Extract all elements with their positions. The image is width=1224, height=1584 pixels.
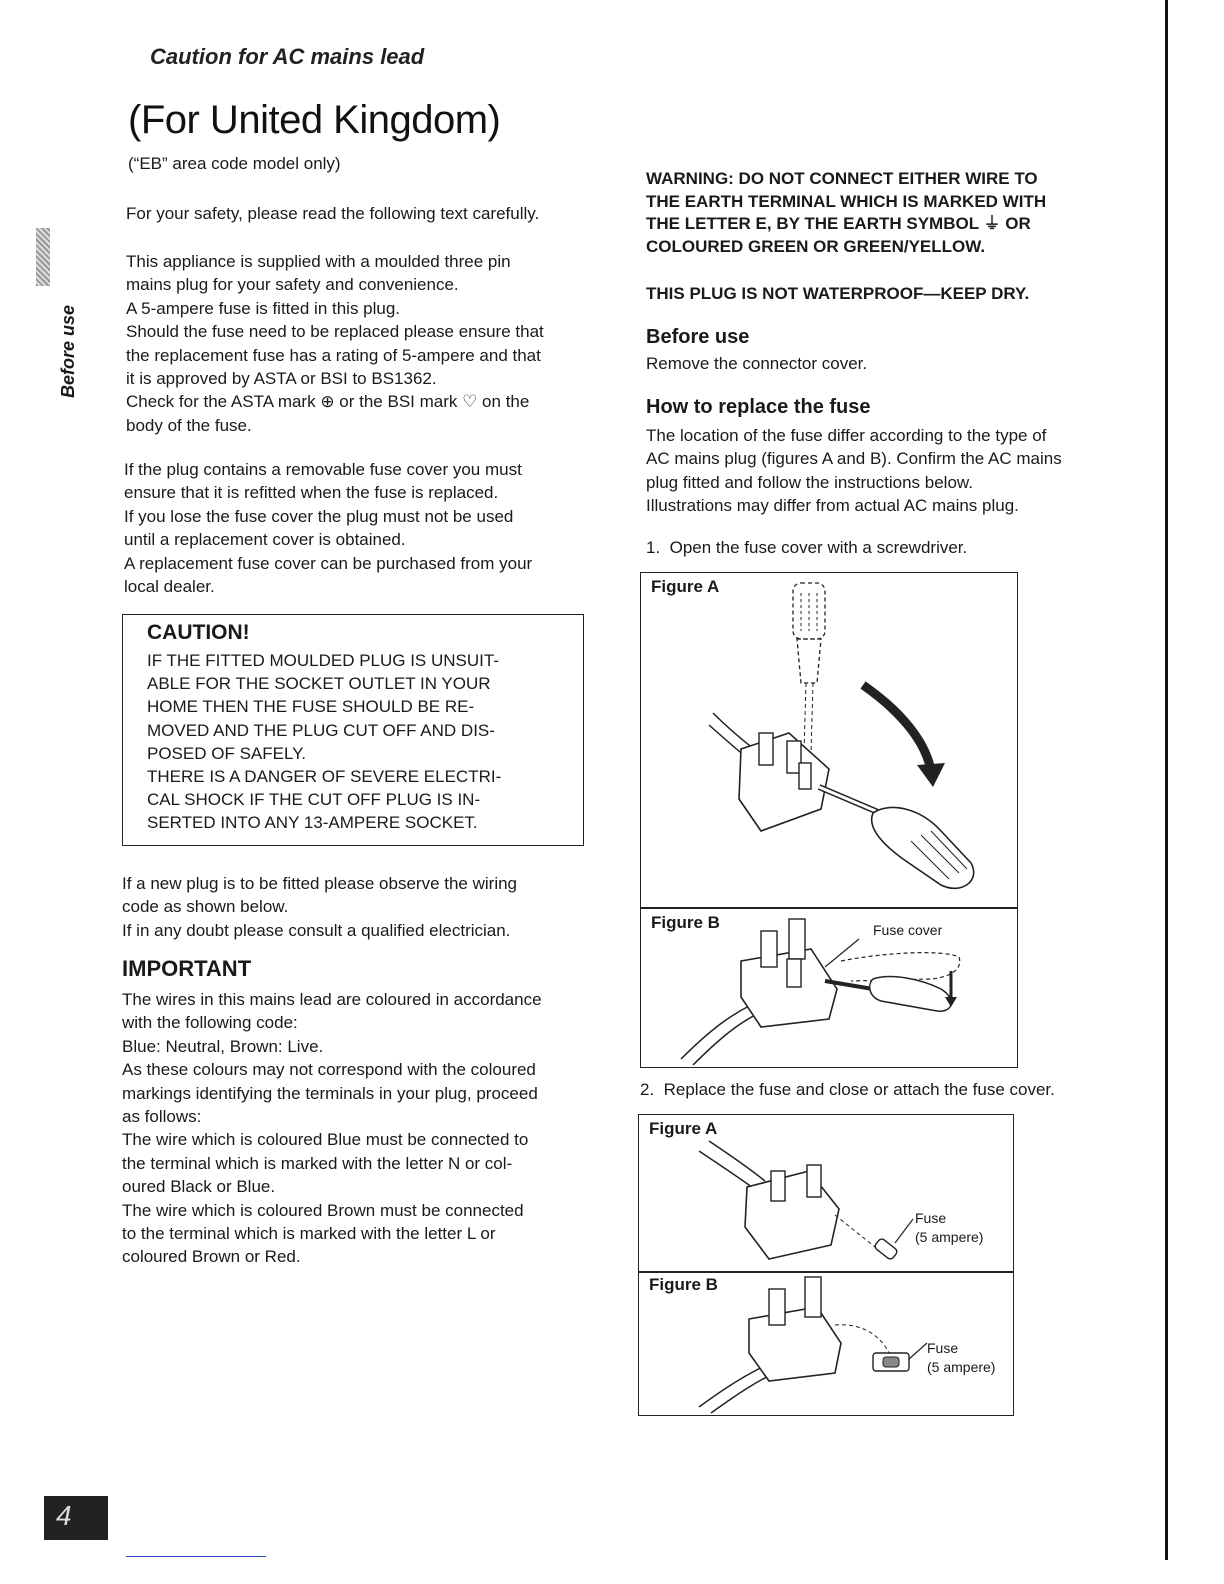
text-line: markings identifying the terminals in your plug, proceed (122, 1083, 538, 1103)
figure-set-open-cover (640, 572, 1018, 1068)
text-line: The wire which is coloured Brown must be connected (122, 1200, 524, 1220)
replace-fuse-paragraph (646, 424, 1106, 518)
new-plug-paragraph (122, 872, 584, 942)
text-line: As these colours may not correspond with the coloured (122, 1060, 536, 1080)
text-line: until a replacement cover is obtained. (124, 530, 406, 550)
text-line: Should the fuse need to be replaced please ensure that (126, 322, 544, 342)
text-line: The location of the fuse differ according to the type of (646, 426, 1047, 445)
text-line: body of the fuse. (126, 415, 252, 435)
plug-info-paragraph (126, 250, 588, 437)
text-line: local dealer. (124, 577, 215, 597)
important-heading: IMPORTANT (122, 956, 252, 981)
text-line: THE LETTER E, BY THE EARTH SYMBOL ⏚ OR (646, 214, 1031, 233)
text-line: The wires in this mains lead are coloured in accordance (122, 990, 542, 1009)
bottom-rule (126, 1556, 266, 1557)
step-2: 2. Replace the fuse and close or attach the fuse cover. (640, 1080, 1055, 1099)
figure-b-fuse-illustration (639, 1273, 1013, 1415)
text-line: THERE IS A DANGER OF SEVERE ELECTRI- (147, 767, 502, 787)
text-line: coloured Brown or Red. (122, 1247, 301, 1267)
text-line: Blue: Neutral, Brown: Live. (122, 1036, 324, 1056)
text-line: to the terminal which is marked with the letter L or (122, 1224, 496, 1244)
text-line: This appliance is supplied with a moulded three pin (126, 252, 511, 271)
figure-b-label: Figure B (649, 1275, 718, 1294)
caution-box (122, 614, 584, 846)
step-1: 1. Open the fuse cover with a screwdriver. (646, 538, 968, 557)
text-line: mains plug for your safety and convenience. (126, 275, 459, 295)
fuse-label: Fuse (927, 1340, 959, 1356)
text-line: as follows: (122, 1107, 202, 1127)
page-title: (For United Kingdom) (128, 98, 501, 142)
text-line: plug fitted and follow the instructions below. (646, 472, 973, 492)
text-line: For your safety, please read the following text carefully. (126, 204, 540, 223)
section-side-tab (30, 228, 76, 418)
text-line: If in any doubt please consult a qualified electrician. (122, 920, 511, 940)
text-line: it is approved by ASTA or BSI to BS1362. (126, 369, 437, 389)
fuse-rating: (5 ampere) (927, 1359, 996, 1375)
before-use-heading: Before use (646, 326, 750, 348)
text-line: A replacement fuse cover can be purchased from your (124, 553, 533, 573)
text-line: AC mains plug (figures A and B). Confirm the AC mains (646, 449, 1062, 469)
area-code-note: (“EB” area code model only) (128, 154, 341, 173)
text-line: the replacement fuse has a rating of 5-ampere and that (126, 345, 541, 365)
figure-b-label: Figure B (651, 913, 720, 932)
fuse-cover-callout: Fuse cover (873, 922, 943, 938)
side-tab-label: Before use (58, 304, 78, 398)
text-line: POSED OF SAFELY. (147, 743, 307, 763)
text-line: If the plug contains a removable fuse cover you must (124, 460, 522, 479)
wiring-code-paragraph (122, 988, 584, 1269)
before-use-text: Remove the connector cover. (646, 354, 868, 373)
text-line: WARNING: DO NOT CONNECT EITHER WIRE TO (646, 169, 1038, 188)
fuse-cover-paragraph (124, 458, 586, 598)
figure-a-label: Figure A (651, 577, 720, 596)
fuse-label: Fuse (915, 1210, 947, 1226)
caution-box-text (147, 649, 561, 835)
text-line: If you lose the fuse cover the plug must not be used (124, 506, 514, 526)
text-line: Illustrations may differ from actual AC mains plug. (646, 496, 1019, 516)
caution-box-title: CAUTION! (147, 621, 250, 644)
text-line: with the following code: (122, 1013, 298, 1033)
text-line: Check for the ASTA mark ⊕ or the BSI mark ♡ on the (126, 392, 530, 412)
figure-a-label: Figure A (649, 1119, 718, 1138)
figure-a-fuse-illustration (639, 1115, 1013, 1271)
text-line: SERTED INTO ANY 13-AMPERE SOCKET. (147, 813, 478, 833)
figure-a-screwdriver-illustration (641, 573, 1017, 907)
text-line: code as shown below. (122, 897, 289, 917)
text-line: THE EARTH TERMINAL WHICH IS MARKED WITH (646, 191, 1047, 211)
text-line: A 5-ampere fuse is fitted in this plug. (126, 298, 401, 318)
right-margin-rule (1165, 0, 1168, 1560)
text-line: The wire which is coloured Blue must be connected to (122, 1130, 529, 1150)
text-line: HOME THEN THE FUSE SHOULD BE RE- (147, 697, 475, 717)
text-line: the terminal which is marked with the letter N or col- (122, 1153, 513, 1173)
text-line: If a new plug is to be fitted please observe the wiring (122, 874, 518, 893)
text-line: COLOURED GREEN OR GREEN/YELLOW. (646, 236, 986, 256)
caution-heading: Caution for AC mains lead (150, 44, 425, 69)
figure-set-replace-fuse (638, 1114, 1014, 1416)
text-line: CAL SHOCK IF THE CUT OFF PLUG IS IN- (147, 790, 481, 810)
safety-intro (126, 202, 588, 225)
page-number: 4 (56, 1500, 72, 1531)
earth-warning (646, 168, 1106, 258)
text-line: MOVED AND THE PLUG CUT OFF AND DIS- (147, 720, 495, 740)
side-tab-shade (36, 228, 50, 286)
not-waterproof-warning: THIS PLUG IS NOT WATERPROOF—KEEP DRY. (646, 284, 1030, 303)
text-line: oured Black or Blue. (122, 1177, 276, 1197)
text-line: ensure that it is refitted when the fuse is replaced. (124, 483, 499, 503)
page-number-badge (44, 1496, 108, 1540)
text-line: IF THE FITTED MOULDED PLUG IS UNSUIT- (147, 651, 499, 670)
text-line: ABLE FOR THE SOCKET OUTLET IN YOUR (147, 674, 491, 694)
replace-fuse-heading: How to replace the fuse (646, 396, 871, 418)
fuse-rating: (5 ampere) (915, 1229, 984, 1245)
figure-b-screwdriver-illustration (641, 909, 1017, 1067)
